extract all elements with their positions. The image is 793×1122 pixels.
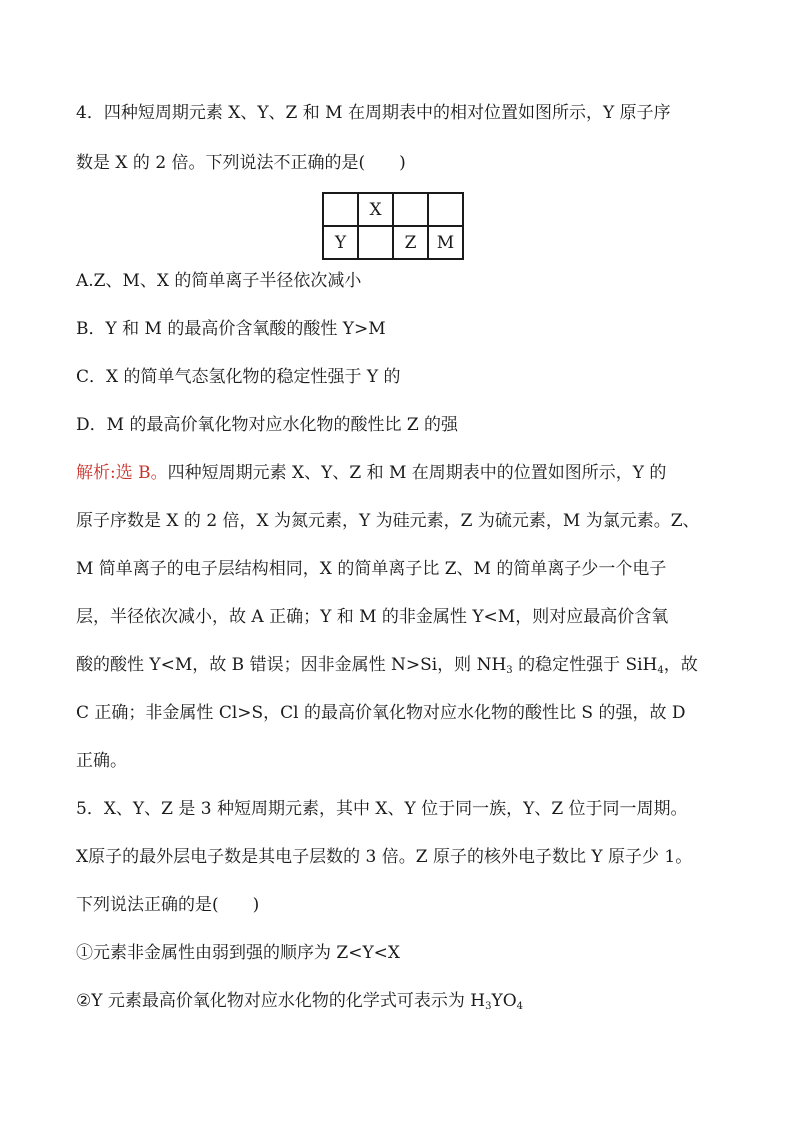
subscript: 4 <box>657 665 664 676</box>
subscript: 3 <box>485 1001 492 1012</box>
table-row <box>323 193 463 226</box>
q4-analysis-line-5 <box>76 650 698 675</box>
q5-statement-2 <box>76 986 523 1011</box>
analysis-text: 的稳定性强于 SiH <box>512 655 658 675</box>
table-cell: X <box>358 193 393 226</box>
q4-option-c: C．X 的简单气态氢化物的稳定性强于 Y 的 <box>76 367 401 387</box>
q4-option-b: B．Y 和 M 的最高价含氧酸的酸性 Y>M <box>76 319 386 339</box>
table-cell: M <box>428 226 463 259</box>
q4-stem-line-2: 数是 X 的 2 倍。下列说法不正确的是( ) <box>76 153 406 173</box>
table-cell <box>393 193 428 226</box>
q4-analysis-line-7: 正确。 <box>76 751 127 771</box>
subscript: 3 <box>506 665 513 676</box>
q4-analysis-line-4: 层，半径依次减小，故 A 正确；Y 和 M 的非金属性 Y<M，则对应最高价含氧 <box>76 607 669 627</box>
q4-option-a: A.Z、M、X 的简单离子半径依次减小 <box>76 271 362 291</box>
q4-analysis-line-2: 原子序数是 X 的 2 倍，X 为氮元素，Y 为硅元素，Z 为硫元素，M 为氯元素。Z、 <box>76 511 700 531</box>
analysis-label: 解析:选 B。 <box>76 463 168 483</box>
table-cell <box>358 226 393 259</box>
q4-stem-line-1: 4．四种短周期元素 X、Y、Z 和 M 在周期表中的相对位置如图所示，Y 原子序 <box>76 103 671 123</box>
q4-analysis-line-1 <box>76 458 666 483</box>
q4-analysis-line-3: M 简单离子的电子层结构相同，X 的简单离子比 Z、M 的简单离子少一个电子 <box>76 559 667 579</box>
q4-analysis-line-6: C 正确；非金属性 Cl>S，Cl 的最高价氧化物对应水化物的酸性比 S 的强，故 D <box>76 703 686 723</box>
table-cell: Y <box>323 226 358 259</box>
q5-stem-line-1: 5．X、Y、Z 是 3 种短周期元素，其中 X、Y 位于同一族，Y、Z 位于同一周期。 <box>76 799 688 819</box>
q5-stem-line-2: X原子的最外层电子数是其电子层数的 3 倍。Z 原子的核外电子数比 Y 原子少 1。 <box>76 847 693 867</box>
analysis-text: 四种短周期元素 X、Y、Z 和 M 在周期表中的位置如图所示，Y 的 <box>167 463 667 483</box>
statement-text: ②Y 元素最高价氧化物对应水化物的化学式可表示为 H <box>76 991 486 1011</box>
statement-text: YO <box>491 991 517 1011</box>
analysis-text: 酸的酸性 Y<M，故 B 错误；因非金属性 N>Si，则 NH <box>76 655 507 675</box>
table-cell <box>428 193 463 226</box>
periodic-table-fragment <box>322 192 464 260</box>
analysis-text: ，故 <box>663 655 698 675</box>
table-cell: Z <box>393 226 428 259</box>
q5-statement-1: ①元素非金属性由弱到强的顺序为 Z<Y<X <box>76 943 401 963</box>
table-row <box>323 226 463 259</box>
subscript: 4 <box>516 1001 524 1012</box>
table-cell <box>323 193 358 226</box>
q5-stem-line-3: 下列说法正确的是( ) <box>76 895 260 915</box>
q4-option-d: D．M 的最高价氧化物对应水化物的酸性比 Z 的强 <box>76 415 459 435</box>
